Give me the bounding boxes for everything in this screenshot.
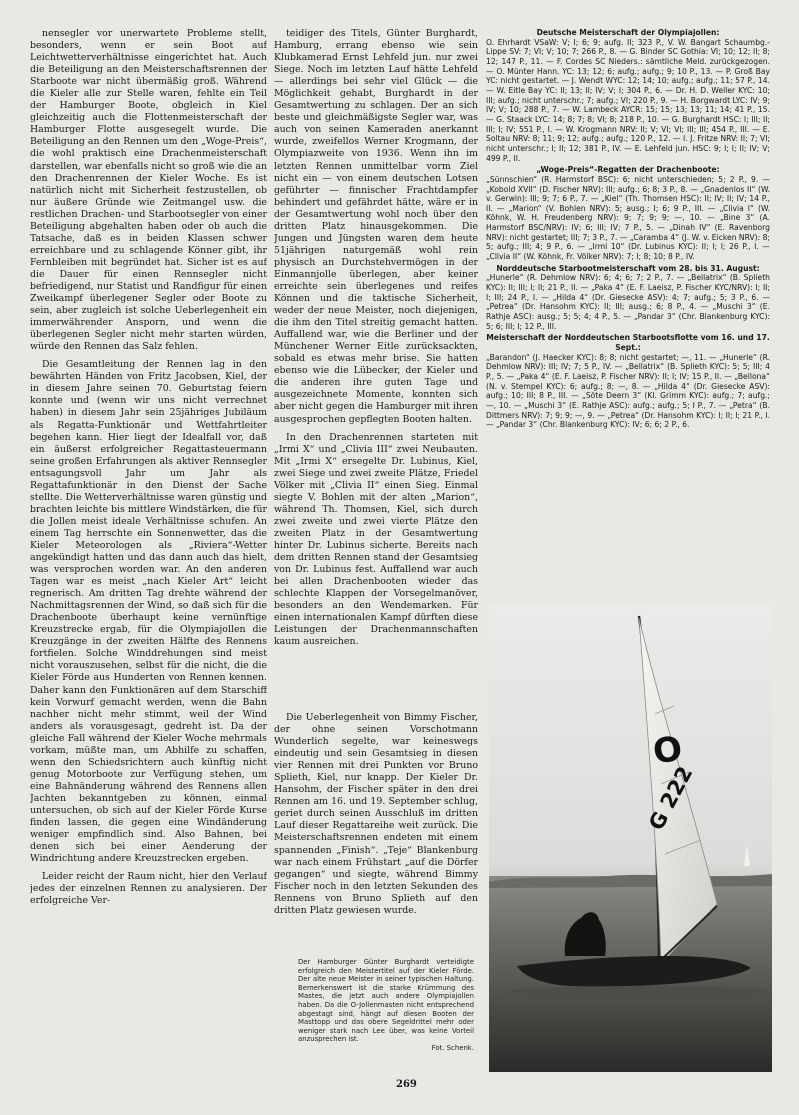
sailing-dinghy-photo — [489, 604, 772, 1072]
results-heading: „Woge-Preis“-Regatten der Drachenboote: — [536, 165, 720, 175]
paragraph: Leider reicht der Raum nicht, hier den Verlauf jedes der einzelnen Rennen zu analysieren. Der erfolgreiche Ver- — [30, 871, 267, 907]
text-column-middle — [274, 28, 478, 708]
paragraph: In den Drachenrennen starteten mit „Irmi X“ und „Clivia III“ zwei Neubauten. Mit „Irmi X“ ersegelte Dr. Lubinus, Kiel, zwei Siege und zwei zweite Plätze, Friedel Völker mit „Clivia II“ einen Sieg. Einmal siegte V. Bohlen mit der alten „Marion“, während Th. Thomsen, Kiel, sich durch zwei zweite und zwei vierte Plätze den zweiten Platz in der Gesamtwertung hinter Dr. Lubinus sicherte. Bereits nach dem dritten Rennen stand der Gesamtsieg von Dr. Lubinus fest. Auffallend war auch bei allen Drachenbooten wieder das schlechte Klappen der Vorsegelmanöver, besonders an den Wendemarken. Für einen internationalen Kampf dürften diese Leistungen der Drachenmannschaften kaum ausreichen. — [274, 431, 478, 648]
results-block — [486, 333, 770, 430]
sail-number: G 222 — [644, 762, 698, 835]
results-body: „Sünnschien“ (R. Harmstorf BSC): 6; nicht unterschieden; 5; 2 P., 9. — „Kobold XVII“ (D. Fischer NRV): III; aufg.; 6; 8; 3 P., 8. — „Gnadenlos II“ (W. v. Gerwin): III; 9; 7; 6 P., 7. — „Kiel“ (Th. Thomsen HSC): II; IV; II; IV; 14 P., II. — „Marion“ (V. Bohlen NRV): 5; ausg.; I; 6; 9 P., III. — „Clivia I“ (W. Köhnk, W. H. Freudenberg NRV): 9; 7; 9; 9; —, 10. — „Bine 3“ (A. Harmstorf BSC/NRV): IV; 6; III; IV; 7 P., 5. — „Dinah IV“ (E. Ravenborg NRV): nicht gestartet; III; 7; 3 P., 7. — „Caramba 4“ (J. W. v. Eicken NRV): 8; 5; aufg.; III; 4; 9 P., 6. — „Irmi 10“ (Dr. Lubinus KYC): II; I; I; 26 P., I. — „Clivia II“ (W. Köhnk, Fr. Völker NRV): 7; I; 8; 10; 8 P., IV. — [486, 174, 770, 262]
results-block — [486, 264, 770, 332]
page-number: 269 — [396, 1079, 417, 1090]
caption-text: Der Hamburger Günter Burghardt verteidigte erfolgreich den Meistertitel auf der Kieler Förde. Der alte neue Meister in seiner typischen Haltung. Bemerkenswert ist die starke Krümmung des Mastes, die jetzt auch andere Olympiajollen haben. Da die O-Jollenmasten nicht entsprechend abgestagt sind, hängt auf diesen Booten der Masttopp und das obere Segeldrittel mehr oder weniger stark nach Lee über, was keine Vorteil anzusprechen ist. — [298, 958, 474, 1044]
text-column-left — [30, 28, 267, 1088]
results-heading: Deutsche Meisterschaft der Olympiajollen: — [536, 28, 720, 37]
text-column-middle-lower — [274, 712, 478, 942]
results-column — [486, 28, 770, 628]
dinghy-illustration — [489, 604, 772, 1072]
photo-caption — [298, 958, 474, 1053]
hull-wake — [509, 986, 769, 998]
paragraph: nensegler vor unerwartete Probleme stellt, besonders, wenn er sein Boot auf Leichtwetterverhältnisse eingerichtet hat. Auch die Beteiligung an den Meisterschaftsrennen der Starboote war nicht übermäßig groß. Während die Kieler alle zur Stelle waren, fehlte ein Teil der Hamburger Boote, obgleich in Kiel gleichzeitig auch die Flottenmeisterschaft der Hamburger Flotte ausgesegelt wurde. Die Beteiligung an den Rennen um den „Woge-Preis“, die wohl praktisch eine Drachenmeisterschaft darstellen, war ebenfalls nicht so groß wie die an den Drachenrennen der Kieler Woche. Es ist natürlich nicht mit Sicherheit festzustellen, ob nur äußere Gründe wie Zeitmangel usw. die restlichen Drachen- und Starbootsegler von einer Beteiligung abgehalten haben oder ob auch die Tatsache, daß es in beiden Klassen schwer erreichbare und zu schlagende Könner gibt, ihr Fernbleiben mit begründet hat. Sicher ist es auf die Dauer für einen Rennsegler nicht befriedigend, nur Statist und Randfigur für einen Zweikampf überlegener Segler oder Boote zu sein, aber zugleich ist solche Ueberlegenheit ein immerwährender Ansporn, und wenn die überlegenen Segler nicht mehr starten würden, würde den Rennen das Salz fehlen. — [30, 28, 267, 353]
paragraph: Die Ueberlegenheit von Bimmy Fischer, der ohne seinen Vorschotmann Wunderlich segelte, war keineswegs eindeutig und sein Gesamtsieg in diesen vier Rennen mit drei Punkten vor Bruno Splieth, Kiel, nur knapp. Der Kieler Dr. Hansohm, der Fischer später in den drei Rennen am 16. und 19. September schlug, geriet durch seinen Ausschluß im dritten Lauf dieser Regattareihe weit zurück. Die Meisterschaftsrennen endeten mit einem spannenden „Finish“. „Teje“ Blankenburg war nach einem Frühstart „auf die Dörfer gegangen“ und siegte, während Bimmy Fischer noch in den letzten Sekunden des Rennens von Bruno Splieth auf den dritten Platz gewiesen wurde. — [274, 712, 478, 916]
sail-emblem: O — [650, 728, 685, 773]
results-heading: Meisterschaft der Norddeutschen Starbootsflotte vom 16. und 17. Sept.: — [486, 333, 770, 352]
results-block — [486, 28, 770, 163]
paragraph: Die Gesamtleitung der Rennen lag in den bewährten Händen von Fritz Jacobsen, Kiel, der in diesem Jahre seinen 70. Geburtstag feiern konnte und (wenn wir uns nicht verrechnet haben) in diesem Jahr sein 25jähriges Jubiläum als Regatta-Funktionär und Wettfahrtleiter begehen kann. Hier liegt der Idealfall vor, daß ein äußerst erfolgreicher Regattasteuermann seine großen Erfahrungen als aktiver Rennsegler entsagungsvoll Jahr um Jahr als Regattafunktionär in den Dienst der Sache stellte. Die Wetterverhältnisse waren günstig und brachten leichte bis mittlere Windstärken, die für die Jollen meist ideale Verhältnisse schufen. An einem Tag herrschte ein Sonnenwetter, das die Kieler Meteorologen als „Riviera“-Wetter angekündigt hatten und das dann auch das hielt, was versprochen worden war. An den anderen Tagen war es meist „nach Kieler Art“ leicht regnerisch. Am dritten Tag drehte während der Nachmittagsrennen der Wind, so daß sich für die Drachenboote überhaupt keine vernünftige Kreuzstrecke ergab, für die Olympiajollen die Kreuzgänge in der zweiten Hälfte des Rennens fortfielen. Solche Winddrehungen sind meist nicht vorauszusehen, selbst für die nicht, die die Kieler Förde aus Hunderten von Rennen kennen. Daher kann den Funktionären auf dem Starschiff kein Vorwurf gemacht werden, wenn die Bahn nachher nicht mehr stimmt, weil der Wind anders als vorausgesagt, gedreht ist. Da der gleiche Fall während der Kieler Woche mehrmals vorkam, müßte man, um Abhilfe zu schaffen, wenn den Schiedsrichtern auch künftig nicht genug Motorboote zur Verfügung stehen, um eine Bahnänderung während des Rennens allen Jachten bekanntgeben zu können, einmal untersuchen, ob sich auf der Kieler Förde Kurse finden lassen, die gegen eine Windänderung weniger empfindlich sind. Also Bahnen, bei denen sich bei einer Aenderung der Windrichtung andere Kreuzstrecken ergeben. — [30, 359, 267, 865]
results-block — [486, 165, 770, 262]
results-body: „Barandon“ (J. Haecker KYC): 8; 8; nicht gestartet; —, 11. — „Hunerle“ (R. Dehmlow NRV): III; IV; 7; 5 P., IV. — „Bellatrix“ (B. Splieth KYC): 5; 5; III; 4 P., 5. — „Paka 4“ (E. F. Laeisz, P. Fischer NRV): II; I; IV; 15 P., II. — „Bellona“ (N. v. Stempel KYC): 6; aufg.; 8; —, 8. — „Hilda 4“ (Dr. Giesecke ASV): aufg.; 10; III; 8 P., III. — „Söte Deern 3“ (Kl. Grimm KYC): aufg.; 7; aufg.; —, 10. — „Muschi 3“ (E. Rathje ASC): aufg.; aufg.; 5; I P., 7. — „Petra“ (B. Dittmers NRV): 7; 9; 9; —, 9. — „Petrea“ (Dr. Hansohm KYC): I; II; I; 21 P., I. — „Pandar 3“ (Chr. Blankenburg KYC): IV; 6; 6; 2 P., 6. — [486, 352, 770, 430]
paragraph: teidiger des Titels, Günter Burghardt, Hamburg, errang ebenso wie sein Klubkamerad Ernst Lehfeld jun. nur zwei Siege. Noch im letzten Lauf hätte Lehfeld — allerdings bei sehr viel Glück — die Möglichkeit gehabt, Burghardt in der Gesamtwertung zu schlagen. Der an sich beste und gleichmäßigste Segler war, was auch von seinen Kameraden anerkannt wurde, zweifellos Werner Krogmann, der Olympiazweite von 1936. Wenn ihn im letzten Rennen unmittelbar vorm Ziel nicht ein — von einem deutschen Lotsen geführter — finnischer Frachtdampfer behindert und gefährdet hätte, wäre er in der Gesamtwertung wohl noch über den dritten Platz hinausgekommen. Die Jungen und Jüngsten waren dem heute 51jährigen naturgemäß wohl rein physisch an Durchstehvermögen in der Einmannjolle überlegen, aber keiner erreichte sein überlegenes und reifes Können und die taktische Sicherheit, weder der neue Meister, noch diejenigen, die ihm den Titel streitig gemacht hatten. Auffallend war, wie die Berliner und der Münchener Werner Eitle zurücksackten, sobald es etwas mehr brise. Sie hatten ebenso wie die Lübecker, der Kieler und die anderen ihre guten Tage und ausgezeichnete Momente, konnten sich aber nicht gegen die Hamburger mit ihren ausgesprochen gepflegten Booten halten. — [274, 28, 478, 425]
results-heading: Norddeutsche Starbootmeisterschaft vom 28. bis 31. August: — [496, 263, 760, 273]
results-body: „Hunerle“ (R. Dehmlow NRV): 6; 4; 6; 7; 2 P., 7. — „Bellatrix“ (B. Splieth KYC): II; III; I; II; 21 P., II. — „Paka 4“ (E. F. Laeisz, P. Fischer KYC/NRV): I; II; I; III; 24 P., I. — „Hilda 4“ (Dr. Giesecke ASV): 4; 7; aufg.; 5; 3 P., 6. — „Petrea“ (Dr. Hansohm KYC): II; III; ausg.; 6; 8 P., 4. — „Muschi 3“ (E. Rathje ASC): ausg.; 5; 5; 4; 4 P., 5. — „Pandar 3“ (Chr. Blankenburg KYC): 5; 6; III; I; 12 P., III. — [486, 273, 770, 331]
photo-credit: Fot. Schenk. — [431, 1043, 474, 1052]
results-body: O. Ehrhardt VSaW: V; I; 6; 9; aufg. II; 323 P., V. W. Bangart Schaumbg.-Lippe SV: 7; VI; V; 10; 7; 266 P., 8. — G. Binder SC Gothia: VI; 10; 12; II; 8; 12; 147 P., 11. — F. Cordes SC Nieders.: sämtliche Meld. zurückgezogen. — O. Münter Hann. YC: 13; 12; 6; aufg.; aufg.; 9; 10 P., 13. — P. Groß Bay YC: nicht gestartet. — J. Wendt WYC: 12; 14; 10; aufg.; aufg.; 11; 57 P., 14. — W. Eitle Bay YC: II; 13; II; IV; V; I; 304 P., 6. — Dr. H. D. Weller KYC: 10; III; aufg.; nicht unterschr.; 7; aufg.; VI; 220 P., 9. — H. Borgwardt LYC: IV; 9; IV; V; 10; 288 P., 7. — W. Lambeck AYCR: 15; 15; 13; 13; 11; 14; 41 P., 15. — G. Staack LYC: 14; 8; 7; 8; VI; 8; 218 P., 10. — G. Burghardt HSC: I; III; II; III; I; IV; 551 P., I. — W. Krogmann NRV: II; V; VI; VI; III; III; 454 P., III. — E. Soltau NRV: 8; 11; 9; 12; aufg.; aufg.; 120 P., 12. — I. J. Fritze NRV: II; 7; VI; nicht unterschr.; I; II; 12; 381 P., IV. — E. Lehfeld jun. HSC: 9; I; I; II; IV; V; 499 P., II. — [486, 37, 770, 163]
distant-sail — [744, 844, 750, 866]
